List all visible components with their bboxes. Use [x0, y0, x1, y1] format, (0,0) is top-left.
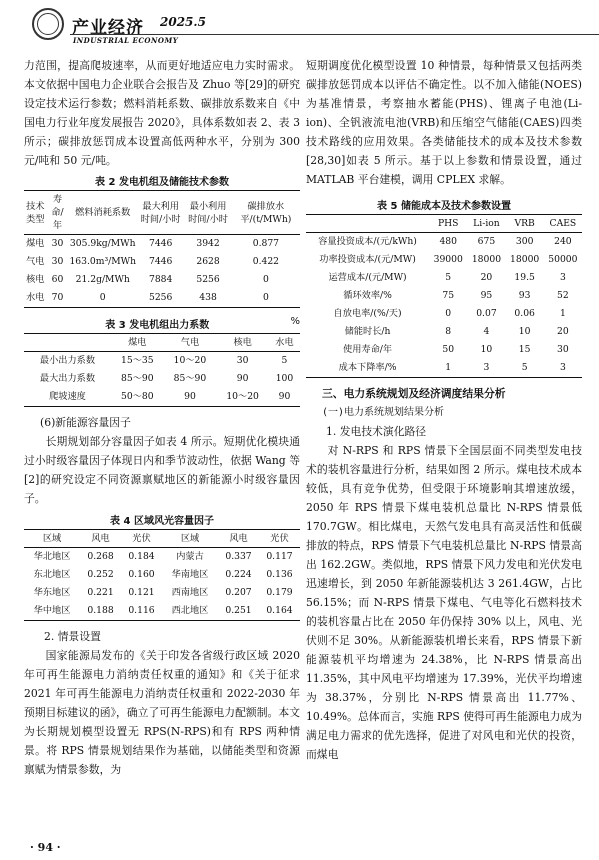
table-cell: 华北地区	[33, 551, 71, 562]
table-cell: 0.07	[476, 308, 497, 319]
column-header	[24, 334, 111, 352]
column-header: 技术类型	[24, 191, 47, 235]
table-cell: 10	[480, 344, 493, 355]
table-cell: 39000	[433, 254, 463, 265]
table-cell: 90	[278, 391, 291, 402]
table-cell: 5256	[148, 292, 173, 303]
table-cell: 5	[445, 272, 452, 283]
table-cell: 3	[559, 362, 566, 373]
column-header: 光伏	[121, 530, 162, 548]
table-cell: 438	[199, 292, 217, 303]
table-2	[24, 190, 300, 308]
subsection-heading: 2. 情景设置	[44, 630, 101, 643]
table-cell: 4	[483, 326, 490, 337]
table-cell: 10～20	[226, 391, 259, 402]
table-cell: 储能时长/h	[344, 326, 391, 337]
table-row	[24, 602, 300, 621]
column-header: 区域	[24, 530, 80, 548]
table-cell: 8	[445, 326, 452, 337]
table-cell: 0.422	[252, 256, 280, 267]
table-cell: 60	[51, 274, 64, 285]
table-cell: 华南地区	[171, 569, 209, 580]
table-cell: 0.136	[266, 569, 293, 580]
journal-title-en: INDUSTRIAL ECONOMY	[73, 36, 179, 45]
table-cell: 70	[51, 292, 64, 303]
column-header: Li-ion	[467, 215, 505, 233]
column-header: 光伏	[259, 530, 300, 548]
table-cell: 0.224	[225, 569, 252, 580]
table-cell: 3942	[196, 238, 220, 249]
table-row	[24, 584, 300, 602]
table-cell: 100	[275, 373, 294, 384]
table-cell: 85～90	[121, 373, 154, 384]
table-cell: 50	[442, 344, 455, 355]
table-cell: 最大出力系数	[39, 373, 96, 384]
table-row	[306, 305, 582, 323]
column-header: 区域	[162, 530, 218, 548]
table-cell: 0.160	[128, 569, 155, 580]
table-row	[306, 233, 582, 252]
table-cell: 19.5	[514, 272, 535, 283]
table-cell: 3	[483, 362, 490, 373]
section-heading: 三、电力系统规划及经济调度结果分析	[322, 387, 506, 400]
column-header: 最小利用时间/小时	[184, 191, 231, 235]
column-header: VRB	[506, 215, 544, 233]
table-cell: 西南地区	[171, 587, 209, 598]
table-cell: 7446	[148, 238, 173, 249]
table-cell: 循环效率/%	[343, 290, 392, 301]
table-cell: 52	[557, 290, 569, 301]
table-row	[24, 566, 300, 584]
column-header: 核电	[216, 334, 269, 352]
table-cell: 1	[559, 308, 566, 319]
table-cell: 15	[518, 344, 531, 355]
column-header: 煤电	[111, 334, 164, 352]
table-row	[306, 251, 582, 269]
table-caption: 表 4 区域风光容量因子	[110, 516, 214, 527]
column-header: 风电	[218, 530, 259, 548]
logo-seal	[37, 13, 59, 35]
table-cell: 30	[236, 355, 249, 366]
paragraph: 短期调度优化模型设置 10 种情景，每种情景又包括两类碳排放惩罚成本以评估不确定性。以不加入储能(NOES)为基准情景，考察抽水蓄能(PHS)、锂离子电池(Li-ion)、全钒液流电池(VRB)和压缩空气储能(CAES)四类技术路线的应用效果。各类储能技术的成本及技术参数[28,30]如表 5 所示。基于以上参数和情景设置，通过 MATLAB 平台建模，调用 CPLEX 求解。	[306, 59, 582, 186]
journal-logo	[32, 8, 64, 40]
table-cell: 30	[51, 238, 64, 249]
column-header: 水电	[269, 334, 300, 352]
table-cell: 0.117	[266, 551, 293, 562]
table-cell: 7446	[148, 256, 173, 267]
table-row	[24, 388, 300, 407]
table-cell: 75	[442, 290, 455, 301]
paragraph: 国家能源局发布的《关于印发各省级行政区域 2020 年可再生能源电力消纳责任权重的通知》和《关于征求 2021 年可再生能源电力消纳责任权重和 2022-2030 年预期目标建议的函》，确立了可再生能源电力配额制。本文为长期规划模型设置无 RPS(N-RPS)和有 RPS 两种情景。将 RPS 情景规划结果作为基础，以储能类型和资源禀赋为情景参数，为	[24, 649, 300, 776]
table-cell: 21.2g/MWh	[75, 274, 130, 285]
table-cell: 10	[518, 326, 531, 337]
table-cell: 西北地区	[171, 605, 209, 616]
column-header: 燃料消耗系数	[68, 191, 137, 235]
table-cell: 成本下降率/%	[338, 362, 397, 373]
table-cell: 300	[515, 236, 534, 247]
table-cell: 0.179	[266, 587, 293, 598]
table-cell: 480	[439, 236, 457, 247]
table-cell: 18000	[510, 254, 540, 265]
table-cell: 1	[445, 362, 452, 373]
column-header: 风电	[80, 530, 121, 548]
table-cell: 20	[557, 326, 569, 337]
table-cell: 0	[99, 292, 106, 303]
table-cell: 0.877	[252, 238, 280, 249]
table-cell: 0	[262, 274, 269, 285]
column-header	[306, 215, 429, 233]
table-cell: 0.252	[87, 569, 114, 580]
table-cell: 5256	[196, 274, 220, 285]
table-cell: 240	[554, 236, 572, 247]
table-cell: 30	[557, 344, 569, 355]
column-header: 最大利用时间/小时	[137, 191, 184, 235]
table-row	[306, 323, 582, 341]
header-rule	[70, 34, 599, 35]
table-cell: 0	[445, 308, 452, 319]
table-cell: 5	[521, 362, 528, 373]
table-unit: %	[290, 316, 300, 327]
table-cell: 2628	[196, 256, 220, 267]
table-cell: 核电	[26, 274, 45, 285]
table-row	[306, 341, 582, 359]
table-cell: 18000	[471, 254, 502, 265]
table-cell: 0.116	[128, 605, 155, 616]
subsection-heading: (一)电力系统规划结果分析	[322, 407, 445, 418]
table-row	[306, 359, 582, 378]
table-cell: 50～80	[121, 391, 154, 402]
table-cell: 30	[51, 256, 64, 267]
journal-title: 产业经济	[72, 18, 144, 38]
table-cell: 0.121	[128, 587, 155, 598]
table-4	[24, 529, 300, 621]
paragraph: 长期规划部分容量因子如表 4 所示。短期优化模块通过小时级容量因子体现日内和季节波动性，依据 Wang 等[2]的研究设定不同资源禀赋地区的新能源小时级容量因子。	[24, 435, 300, 505]
column-header: 寿命/年	[47, 191, 69, 235]
table-cell: 85～90	[173, 373, 207, 384]
table-cell: 使用寿命/年	[343, 344, 393, 355]
column-header: PHS	[429, 215, 467, 233]
column-header: 碳排放水平/(t/MWh)	[232, 191, 300, 235]
table-cell: 0.06	[514, 308, 535, 319]
table-cell: 90	[184, 391, 196, 402]
table-cell: 水电	[26, 292, 45, 303]
issue-number: 2025.5	[160, 15, 206, 29]
table-row	[24, 370, 300, 388]
page-number: · 94 ·	[30, 841, 61, 854]
subsection-heading: 1. 发电技术演化路径	[326, 425, 427, 438]
page-header	[0, 0, 599, 52]
paragraph: 对 N-RPS 和 RPS 情景下全国层面不同类型发电技术的装机容量进行分析，结果如图 2 所示。煤电技术成本较低，具有竞争优势，但受限于环境影响其增速放缓，2050 年 RPS 情景下煤电装机总量比 N-RPS 情景低 170.7GW。相比煤电，天然气发电具有高灵活性和低碳排放的特点，RPS 情景下气电装机总量比 N-RPS 情景高出 162.2GW。类似地，RPS 情景下风力发电和光伏发电迅速增长，到 2050 年新能源装机达 3 261.4GW，占比 56.15%；而 N-RPS 情景下煤电、气电等化石燃料技术的装机容量占比在 2050 年仍保持 30% 以上，风电、光伏则不足 30%。从新能源装机增长来看，RPS 情景下新能源装机平均增速为 24.38%，比 N-RPS 情景高出 11.35%，其中风电平均增速为 17.39%，光伏平均增速为 38.37%，分别比 N-RPS 情景高出 11.77%、10.49%。总体而言，实施 RPS 使得可再生能源电力成为满足电力需求的优先选择，促进了对风电和光伏的投资，而煤电	[306, 444, 582, 761]
right-column	[306, 56, 582, 764]
table-cell: 东北地区	[33, 569, 71, 580]
table-caption: 表 5 储能成本及技术参数设置	[377, 201, 511, 212]
left-column	[24, 56, 300, 779]
subsection-heading: (6)新能源容量因子	[40, 416, 131, 429]
table-cell: 华中地区	[33, 605, 71, 616]
table-cell: 容量投资成本/(元/kWh)	[318, 236, 417, 247]
column-header: 气电	[164, 334, 217, 352]
table-row	[24, 289, 300, 308]
caption-text: 表 3 发电机组出力系数	[105, 320, 210, 331]
table-cell: 自放电率/(%/天)	[333, 308, 402, 319]
table-row	[306, 287, 582, 305]
table-row	[306, 269, 582, 287]
table-cell: 最小出力系数	[39, 355, 96, 366]
table-cell: 气电	[26, 256, 45, 267]
table-row	[24, 253, 300, 271]
table-cell: 5	[281, 355, 288, 366]
table-row	[24, 271, 300, 289]
table-cell: 0.164	[266, 605, 293, 616]
table-cell: 煤电	[26, 238, 45, 249]
table-caption: 表 2 发电机组及储能技术参数	[95, 177, 229, 188]
table-5	[306, 214, 582, 378]
table-cell: 675	[477, 236, 496, 247]
table-caption	[24, 316, 300, 331]
table-cell: 0.188	[87, 605, 114, 616]
table-cell: 0	[262, 292, 269, 303]
table-cell: 运营成本/(元/MW)	[328, 272, 407, 283]
table-cell: 0.221	[87, 587, 114, 598]
table-cell: 功率投资成本/(元/MW)	[319, 254, 416, 265]
table-row	[24, 548, 300, 567]
column-header: CAES	[544, 215, 582, 233]
table-cell: 95	[480, 290, 493, 301]
table-cell: 华东地区	[33, 587, 71, 598]
table-cell: 0.251	[225, 605, 252, 616]
table-cell: 0.337	[225, 551, 252, 562]
table-3	[24, 333, 300, 407]
table-cell: 90	[236, 373, 249, 384]
table-row	[24, 235, 300, 254]
table-cell: 0.207	[225, 587, 252, 598]
table-cell: 10～20	[173, 355, 207, 366]
table-cell: 305.9kg/MWh	[69, 238, 136, 249]
table-cell: 50000	[548, 254, 578, 265]
table-cell: 内蒙古	[176, 551, 204, 562]
table-row	[24, 352, 300, 371]
table-cell: 爬坡速度	[49, 391, 86, 402]
table-cell: 93	[518, 290, 531, 301]
table-cell: 3	[559, 272, 566, 283]
paragraph: 力范围，提高爬坡速率，从而更好地适应电力实时需求。本文依据中国电力企业联合会报告及 Zhuo 等[29]的研究设定技术运行参数；燃料消耗系数、碳排放系数来自《中国电力行业年度发展报告 2020》，具体系数如表 2、表 3 所示；碳排放惩罚成本设置高低两种水平，分别为 300 元/吨和 50 元/吨。	[24, 59, 300, 167]
table-cell: 15～35	[121, 355, 154, 366]
table-cell: 163.0m³/MWh	[69, 256, 136, 267]
table-cell: 20	[480, 272, 493, 283]
table-cell: 7884	[148, 274, 173, 285]
table-cell: 0.268	[87, 551, 114, 562]
table-cell: 0.184	[128, 551, 155, 562]
